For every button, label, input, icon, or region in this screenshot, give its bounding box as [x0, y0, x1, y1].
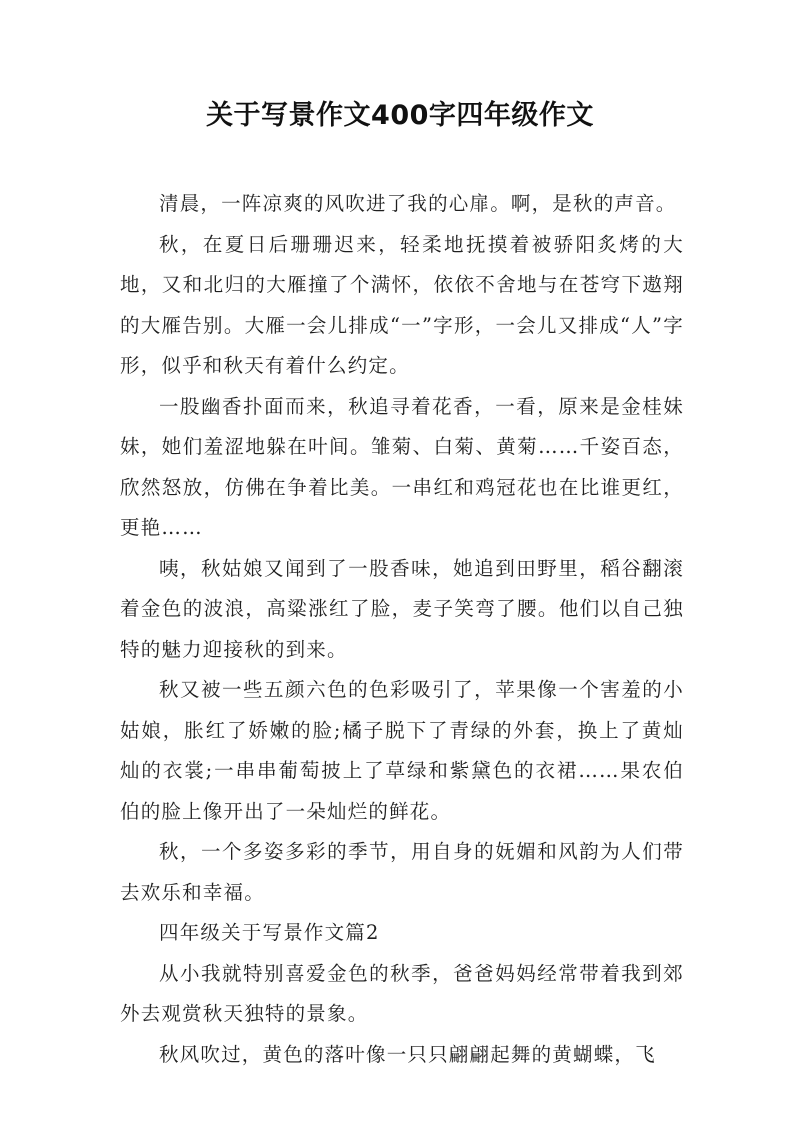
paragraph-7: 从小我就特别喜爱金色的秋季，爸爸妈妈经常带着我到郊外去观赏秋天独特的景象。 — [120, 961, 684, 1025]
paragraph-5: 秋又被一些五颜六色的色彩吸引了，苹果像一个害羞的小姑娘，胀红了娇嫩的脸;橘子脱下了青绿的外套，换上了黄灿灿的衣裳;一串串葡萄披上了草绿和紫黛色的衣裙……果农伯伯的脸上像开出了一朵灿烂的鲜花。 — [120, 678, 684, 823]
paragraph-2: 秋，在夏日后珊珊迟来，轻柔地抚摸着被骄阳炙烤的大地，又和北归的大雁撞了个满怀，依依不舍地与在苍穹下遨翔的大雁告别。大雁一会儿排成“一”字形，一会儿又排成“人”字形，似乎和秋天有着什么约定。 — [120, 232, 684, 377]
paragraph-4: 咦，秋姑娘又闻到了一股香味，她追到田野里，稻谷翻滚着金色的波浪，高粱涨红了脸，麦子笑弯了腰。他们以自己独特的魅力迎接秋的到来。 — [120, 556, 684, 661]
section-heading: 四年级关于写景作文篇2 — [159, 921, 380, 944]
document-body — [120, 184, 684, 1075]
paragraph-6: 秋，一个多姿多彩的季节，用自身的妩媚和风韵为人们带去欢乐和幸福。 — [120, 840, 684, 904]
paragraph-3: 一股幽香扑面而来，秋追寻着花香，一看，原来是金桂妹妹，她们羞涩地躲在叶间。雏菊、白菊、黄菊……千姿百态，欣然怒放，仿佛在争着比美。一串红和鸡冠花也在比谁更红，更艳…… — [120, 394, 684, 539]
paragraph-8: 秋风吹过，黄色的落叶像一只只翩翩起舞的黄蝴蝶，飞 — [159, 1042, 656, 1066]
paragraph-1: 清晨，一阵凉爽的风吹进了我的心扉。啊，是秋的声音。 — [159, 192, 677, 215]
document-title: 关于写景作文400字四年级作文 — [206, 100, 594, 131]
